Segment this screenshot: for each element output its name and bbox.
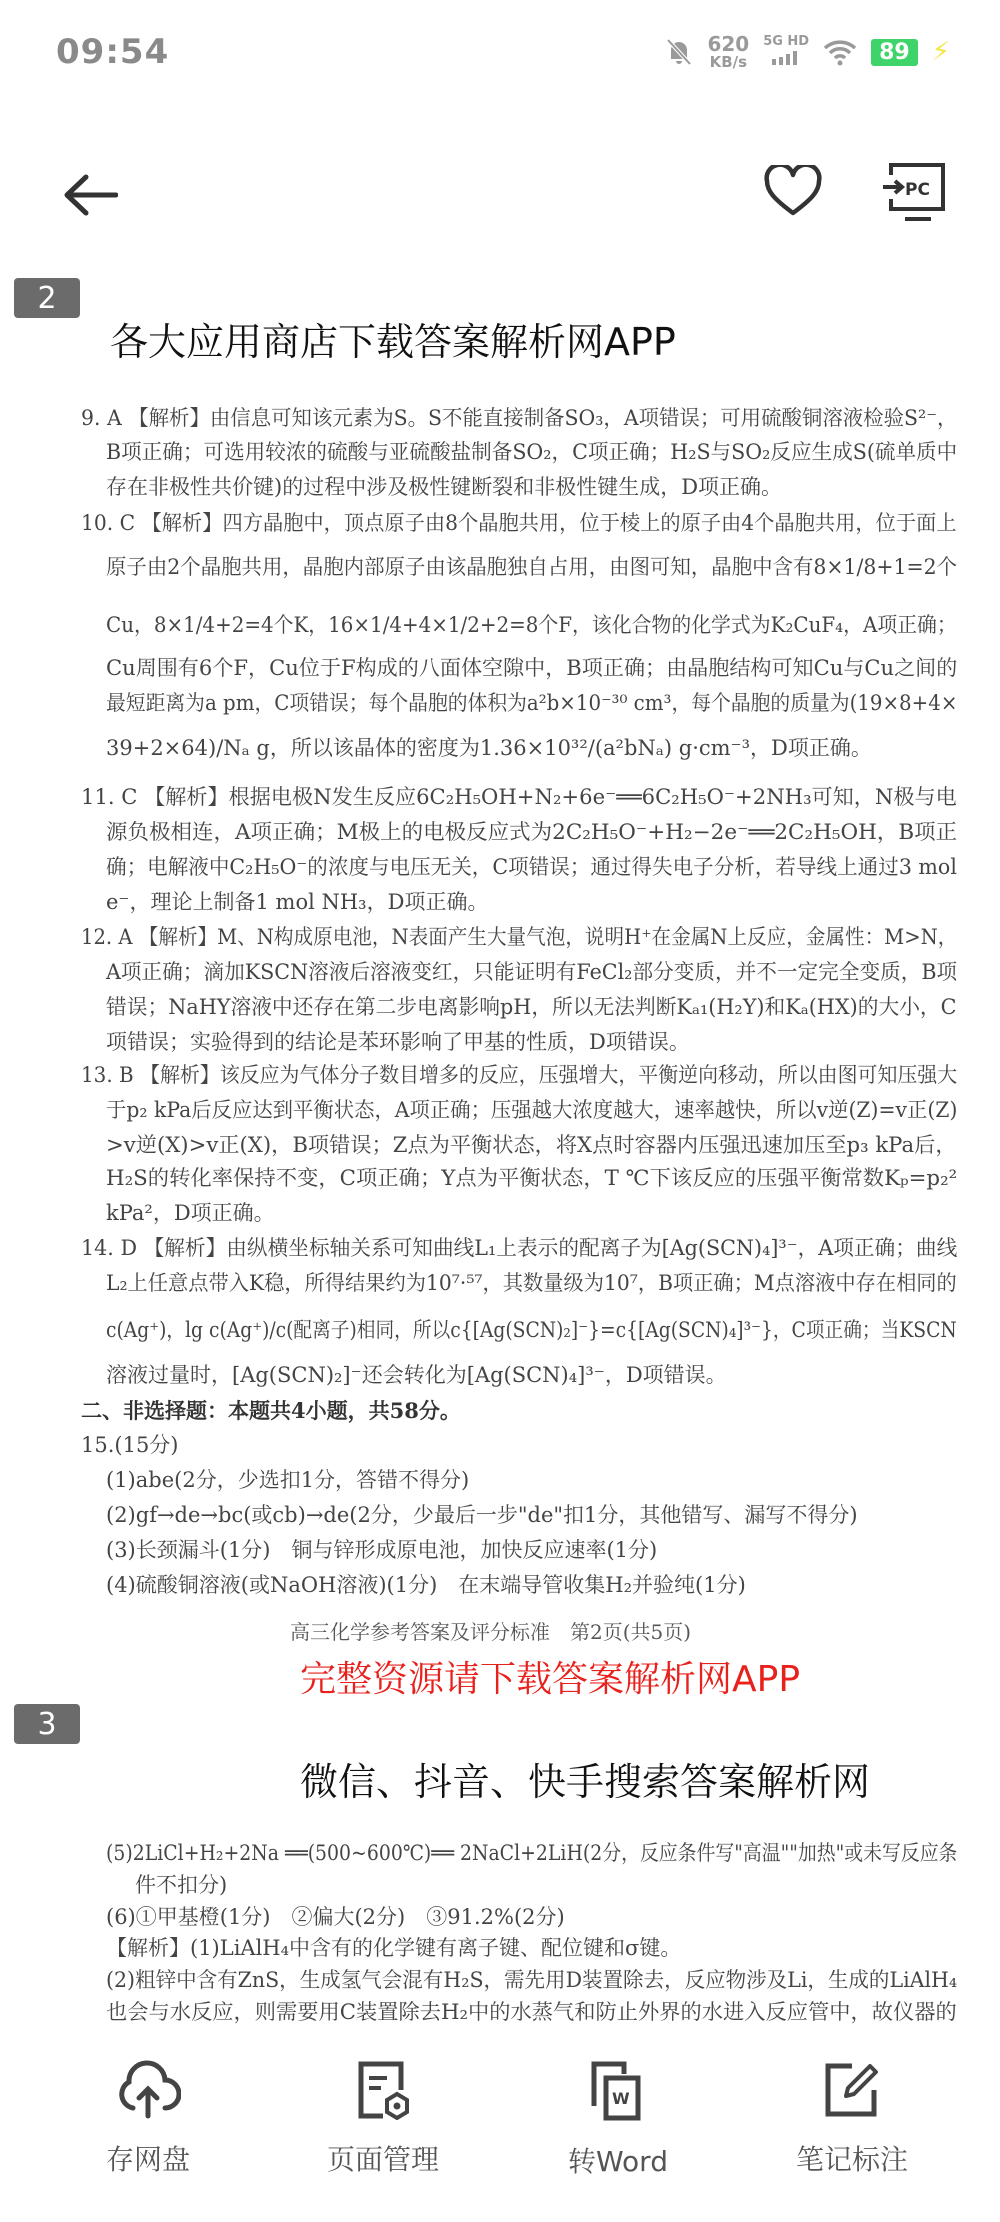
document-text-line: 源负极相连，A项正确；M极上的电极反应式为2C₂H₅O⁻+H₂−2e⁻══2C₂H₅OH，B项正 [106, 820, 958, 844]
document-text-line: 存在非极性共价键)的过程中涉及极性键断裂和非极性键生成，D项正确。 [106, 475, 783, 499]
battery-level: 89 [871, 39, 918, 66]
document-text-line: B项正确；可选用较浓的硫酸与亚硫酸盐制备SO₂，C项正确；H₂S与SO₂反应生成S(硫单质中 [106, 440, 958, 464]
document-text-line: 也会与水反应，则需要用C装置除去H₂中的水蒸气和防止外界的水进入反应管中，故仪器的 [106, 2000, 957, 2024]
document-text-line: 12. A 【解析】M、N构成原电池，N表面产生大量气泡，说明H⁺在金属N上反应，金属性：M>N， [81, 925, 958, 949]
send-to-pc-icon [881, 161, 947, 225]
document-text-line: c(Ag⁺)，lg c(Ag⁺)/c(配离子)相同，所以c{[Ag(SCN)₂]⁻}=c{[Ag(SCN)₄]³⁻}，C项正确；当KSCN [106, 1318, 957, 1342]
document-text-line: (4)硫酸铜溶液(或NaOH溶液)(1分) 在末端导管收集H₂并验纯(1分) [106, 1573, 746, 1597]
document-text-line: 最短距离为a pm，C项错误；每个晶胞的体积为a²b×10⁻³⁰ cm³，每个晶胞的质量为(19×8+4× [106, 691, 958, 715]
document-text-line: 13. B 【解析】该反应为气体分子数目增多的反应，压强增大，平衡逆向移动，所以由图可知压强大 [81, 1063, 958, 1087]
watermark-bottom-right: 微信、抖音、快手搜索答案解析网 [300, 1760, 871, 1804]
svg-text:PC: PC [905, 180, 930, 200]
document-text-line: 二、非选择题：本题共4小题，共58分。 [81, 1398, 461, 1423]
document-text-line: (3)长颈漏斗(1分) 铜与锌形成原电池，加快反应速率(1分) [106, 1538, 658, 1562]
convert-word-icon [586, 2060, 650, 2122]
page-management-button[interactable] [283, 2060, 483, 2178]
document-text-line: 39+2×64)/Nₐ g，所以该晶体的密度为1.36×10³²/(a²bNₐ) g·cm⁻³，D项正确。 [106, 736, 872, 760]
signal-indicator: 5G HD [763, 35, 809, 69]
page-number-badge: 2 [14, 278, 80, 318]
document-text-line: 溶液过量时，[Ag(SCN)₂]⁻还会转化为[Ag(SCN)₄]³⁻，D项错误。 [106, 1363, 727, 1387]
document-text-line: Cu周围有6个F，Cu位于F构成的八面体空隙中，B项正确；由晶胞结构可知Cu与Cu之间的 [106, 656, 958, 680]
document-text-line: L₂上任意点带入K稳，所得结果约为10⁷·⁵⁷，其数量级为10⁷，B项正确；M点溶液中存在相同的 [106, 1271, 957, 1295]
toolbar-label: 页面管理 [326, 2143, 439, 2176]
svg-text:W: W [612, 2089, 630, 2108]
status-time: 09:54 [56, 32, 170, 72]
status-bar [0, 0, 1000, 110]
document-text-line: 错误；NaHY溶液中还存在第二步电离影响pH，所以无法判断Kₐ₁(H₂Y)和Kₐ(HX)的大小，C [106, 995, 957, 1019]
document-text-line: 14. D 【解析】由纵横坐标轴关系可知曲线L₁上表示的配离子为[Ag(SCN)₄]³⁻，A项正确；曲线 [81, 1236, 958, 1260]
document-text-line: 【解析】(1)LiAlH₄中含有的化学键有离子键、配位键和σ键。 [106, 1936, 682, 1960]
document-text-line: Cu，8×1/4+2=4个K，16×1/4+4×1/2+2=8个F，该化合物的化学式为K₂CuF₄，A项正确； [106, 613, 957, 637]
back-button[interactable] [55, 172, 125, 218]
watermark-top-left: 各大应用商店下载答案解析网APP [110, 320, 676, 364]
document-text-line: (2)gf→de→bc(或cb)→de(2分，少最后一步"de"扣1分，其他错写、漏写不得分) [106, 1503, 858, 1527]
document-text-line: (6)①甲基橙(1分) ②偏大(2分) ③91.2%(2分) [106, 1905, 565, 1929]
document-text-line: 于p₂ kPa后反应达到平衡状态，A项正确；压强越大浓度越大，速率越快，所以v逆(Z)=v正(Z) [106, 1098, 958, 1122]
top-nav [0, 150, 1000, 240]
wifi-icon [823, 38, 857, 66]
page-footer: 高三化学参考答案及评分标准 第2页(共5页) [290, 1620, 692, 1644]
heart-icon [764, 165, 822, 217]
document-text-line: 件不扣分) [135, 1873, 228, 1897]
document-text-line: 11. C 【解析】根据电极N发生反应6C₂H₅OH+N₂+6e⁻══6C₂H₅O⁻+2NH₃可知，N极与电 [81, 785, 957, 809]
document-text-line: 10. C 【解析】四方晶胞中，顶点原子由8个晶胞共用，位于棱上的原子由4个晶胞共用，位于面上 [81, 511, 957, 535]
document-text-line: (5)2LiCl+H₂+2Na ══(500~600℃)══ 2NaCl+2LiH(2分，反应条件写"高温""加热"或未写反应条 [106, 1841, 958, 1865]
save-to-cloud-button[interactable] [48, 2060, 248, 2178]
send-to-pc-button[interactable] [878, 160, 950, 226]
document-text-line: H₂S的转化率保持不变，C项正确；Y点为平衡状态，T ℃下该反应的压强平衡常数Kₚ=p₂² [106, 1166, 958, 1190]
document-text-line: e⁻，理论上制备1 mol NH₃，D项正确。 [106, 890, 489, 914]
document-text-line: 15.(15分) [81, 1433, 179, 1457]
note-annotation-button[interactable] [752, 2060, 952, 2178]
mute-bell-icon [665, 37, 693, 67]
favorite-button[interactable] [760, 160, 826, 222]
document-text-line: (2)粗锌中含有ZnS，生成氢气会混有H₂S，需先用D装置除去，反应物涉及Li，生成的LiAlH₄ [106, 1968, 958, 1992]
watermark-center: 完整资源请下载答案解析网APP [300, 1659, 801, 1700]
charging-icon: ⚡ [931, 37, 950, 67]
page-settings-icon [353, 2060, 413, 2120]
back-arrow-icon [62, 173, 118, 217]
document-text-line: 原子由2个晶胞共用，晶胞内部原子由该晶胞独自占用，由图可知，晶胞中含有8×1/8+1=2个 [106, 555, 958, 579]
toolbar-label: 存网盘 [105, 2143, 190, 2176]
document-text-line: 9. A 【解析】由信息可知该元素为S。S不能直接制备SO₃，A项错误；可用硫酸铜溶液检验S²⁻， [81, 406, 958, 430]
document-text-line: >v逆(X)>v正(X)，B项错误；Z点为平衡状态，将X点时容器内压强迅速加压至p₃ kPa后， [106, 1133, 957, 1157]
cloud-upload-icon [115, 2060, 181, 2120]
document-text-line: 项错误；实验得到的结论是苯环影响了甲基的性质，D项错误。 [106, 1030, 690, 1054]
document-text-line: kPa²，D项正确。 [106, 1201, 275, 1225]
edit-note-icon [822, 2060, 882, 2120]
document-text-line: A项正确；滴加KSCN溶液后溶液变红，只能证明有FeCl₂部分变质，并不一定完全变质，B项 [106, 960, 958, 984]
signal-bars-icon [768, 49, 804, 65]
network-speed: 620 KB/s [707, 32, 750, 71]
convert-word-button[interactable] [518, 2060, 718, 2180]
bottom-toolbar [0, 2040, 1000, 2222]
page-number-badge: 3 [14, 1704, 80, 1744]
toolbar-label: 转Word [568, 2145, 668, 2178]
toolbar-label: 笔记标注 [795, 2143, 908, 2176]
document-text-line: (1)abe(2分，少选扣1分，答错不得分) [106, 1468, 470, 1492]
document-text-line: 确；电解液中C₂H₅O⁻的浓度与电压无关，C项错误；通过得失电子分析，若导线上通过3 mol [106, 855, 957, 879]
